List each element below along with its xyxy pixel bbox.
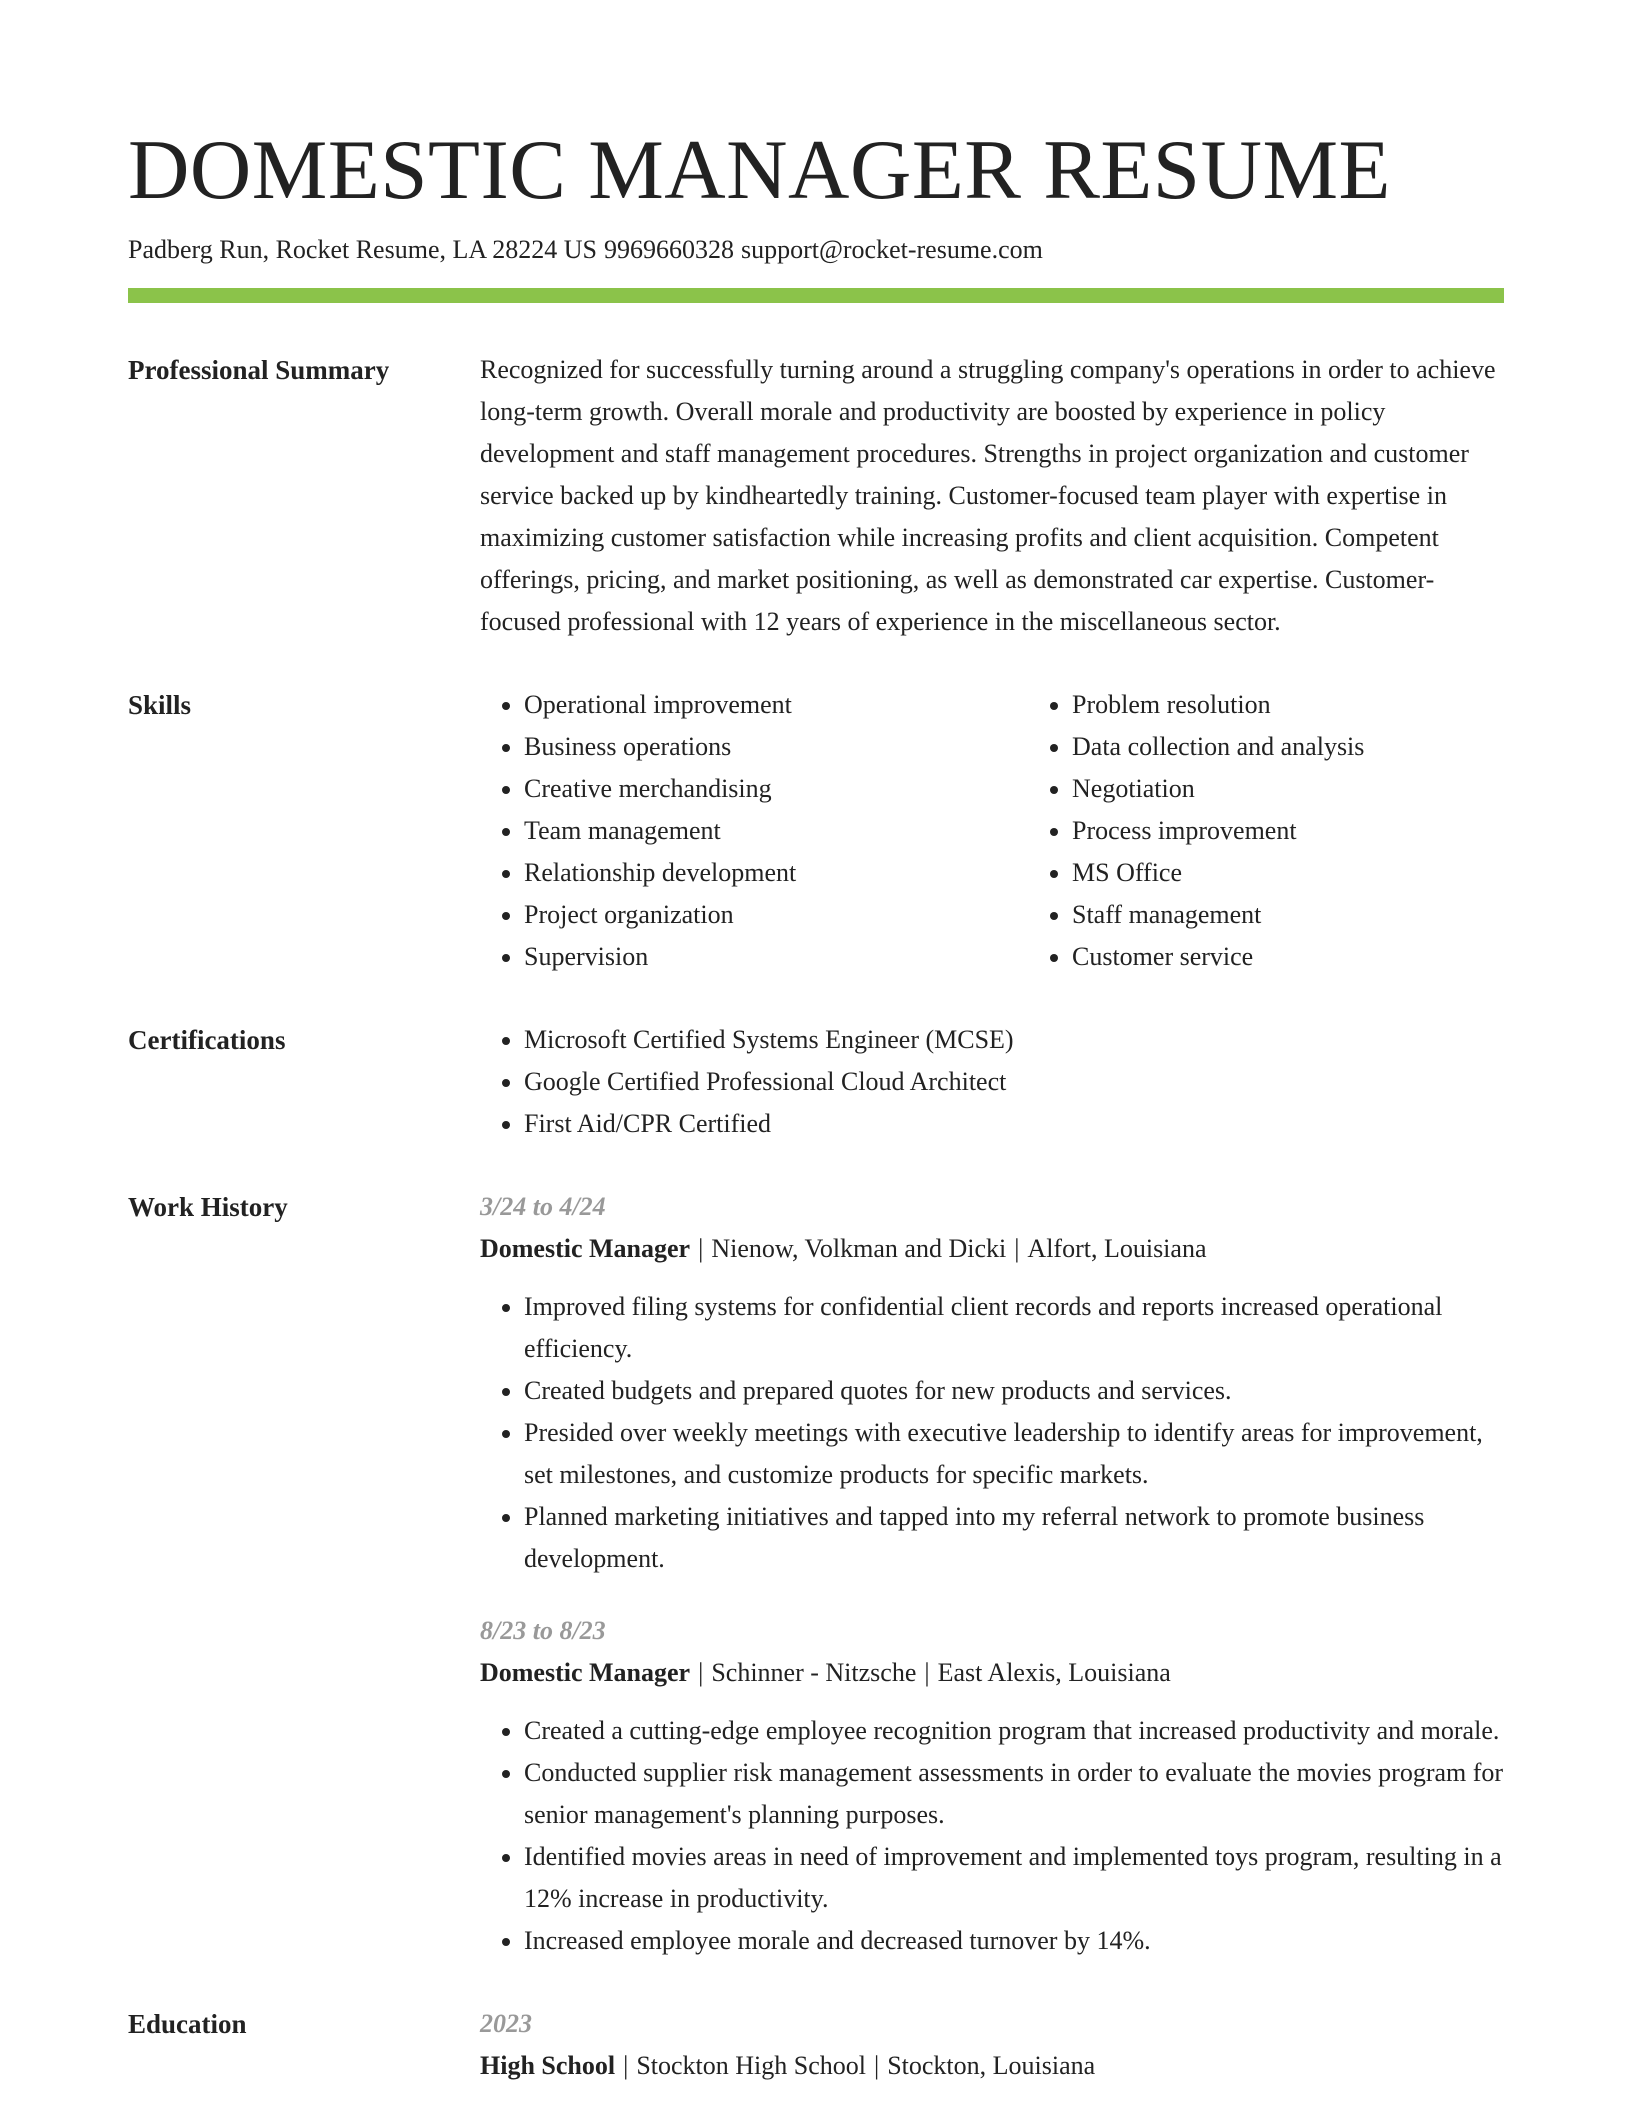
job-bullet: • Created budgets and prepared quotes for new products and services. xyxy=(524,1370,1504,1412)
certification-item: • First Aid/CPR Certified xyxy=(524,1103,1504,1145)
skill-item: • Problem resolution xyxy=(1072,684,1532,726)
certifications-section xyxy=(128,1024,1504,1145)
skill-item: • Staff management xyxy=(1072,894,1532,936)
skill-item: • Team management xyxy=(524,810,1028,852)
job-bullet: • Improved filing systems for confidential client records and reports increased operational efficiency. xyxy=(524,1286,1504,1370)
separator: | xyxy=(623,2051,629,2080)
section-label-skills: Skills xyxy=(128,690,192,720)
job-dates: 8/23 to 8/23 xyxy=(480,1616,606,1645)
resume-title: DOMESTIC MANAGER RESUME xyxy=(128,123,1391,217)
job-company: Schinner - Nitzsche xyxy=(711,1658,917,1687)
separator: | xyxy=(873,2051,880,2080)
job-entry xyxy=(480,1610,1504,1962)
separator: | xyxy=(698,1658,704,1687)
contact-address: Padberg Run, Rocket Resume, LA 28224 US xyxy=(128,235,597,264)
job-bullet: • Created a cutting-edge employee recognition program that increased productivity and morale. xyxy=(524,1710,1504,1752)
job-bullet: • Identified movies areas in need of improvement and implemented toys program, resulting in a 12% increase in productivity. xyxy=(524,1836,1504,1920)
skill-item: • Project organization xyxy=(524,894,1028,936)
skill-item: • Creative merchandising xyxy=(524,768,1028,810)
education-line xyxy=(480,2045,1504,2087)
skill-item: • Relationship development xyxy=(524,852,1028,894)
contact-phone: 9969660328 xyxy=(603,235,734,264)
skill-item: • Supervision xyxy=(524,936,1028,978)
education-school: Stockton High School xyxy=(636,2051,866,2080)
resume-page xyxy=(128,0,1504,2087)
section-label-work-history: Work History xyxy=(128,1192,288,1222)
skills-list-right xyxy=(1028,684,1532,978)
skills-list-left xyxy=(480,684,1028,978)
job-title-line xyxy=(480,1228,1504,1270)
skill-item: • Process improvement xyxy=(1072,810,1532,852)
skill-item: • Operational improvement xyxy=(524,684,1028,726)
job-title: Domestic Manager xyxy=(480,1658,691,1687)
job-bullet: • Conducted supplier risk management assessments in order to evaluate the movies program for senior management's planning purposes. xyxy=(524,1752,1504,1836)
education-section xyxy=(128,2008,1504,2087)
summary-text: Recognized for successfully turning around a struggling company's operations in order to achieve long-term growth. Overall morale and productivity are boosted by experience in policy development and staff management procedures. Strengths in project organization and customer service backed up by kindheartedly training. Customer-focused team player with expertise in maximizing customer satisfaction while increasing profits and client acquisition. Competent offerings, pricing, and market positioning, as well as demonstrated car expertise. Customer-focused professional with 12 years of experience in the miscellaneous sector. xyxy=(480,355,1496,636)
summary-body xyxy=(480,349,1504,643)
certification-item: • Microsoft Certified Systems Engineer (MCSE) xyxy=(524,1019,1504,1061)
education-body xyxy=(480,2003,1504,2087)
job-location: Alfort, Louisiana xyxy=(1027,1234,1207,1263)
header-divider xyxy=(128,288,1504,303)
skill-item: • Business operations xyxy=(524,726,1028,768)
separator: | xyxy=(698,1234,704,1263)
certification-item: • Google Certified Professional Cloud Architect xyxy=(524,1061,1504,1103)
skill-item: • Data collection and analysis xyxy=(1072,726,1532,768)
education-location: Stockton, Louisiana xyxy=(887,2051,1096,2080)
job-bullet: • Planned marketing initiatives and tapped into my referral network to promote business development. xyxy=(524,1496,1504,1580)
work-history-section xyxy=(128,1191,1504,1962)
job-title-line xyxy=(480,1652,1504,1694)
skill-item: • Customer service xyxy=(1072,936,1532,978)
contact-email: support@rocket-resume.com xyxy=(740,235,1043,264)
separator: | xyxy=(924,1658,930,1687)
job-title: Domestic Manager xyxy=(480,1234,691,1263)
separator: | xyxy=(1014,1234,1020,1263)
certifications-body xyxy=(480,1019,1504,1145)
job-dates: 3/24 to 4/24 xyxy=(480,1192,606,1221)
section-label-summary: Professional Summary xyxy=(128,355,390,385)
job-bullet: • Increased employee morale and decreased turnover by 14%. xyxy=(524,1920,1504,1962)
education-year: 2023 xyxy=(480,2009,532,2038)
job-company: Nienow, Volkman and Dicki xyxy=(711,1234,1007,1263)
skills-section xyxy=(128,689,1504,978)
skill-item: • Negotiation xyxy=(1072,768,1532,810)
contact-line xyxy=(128,234,1504,266)
section-label-certifications: Certifications xyxy=(128,1025,286,1055)
certifications-list xyxy=(480,1019,1504,1145)
section-label-education: Education xyxy=(128,2009,247,2039)
job-entry xyxy=(480,1186,1504,1580)
job-bullets xyxy=(480,1286,1504,1580)
skills-columns xyxy=(480,684,1532,978)
skill-item: • MS Office xyxy=(1072,852,1532,894)
job-location: East Alexis, Louisiana xyxy=(937,1658,1171,1687)
job-bullet: • Presided over weekly meetings with executive leadership to identify areas for improvement, set milestones, and customize products for specific markets. xyxy=(524,1412,1504,1496)
job-bullets xyxy=(480,1710,1504,1962)
work-history-body xyxy=(480,1186,1504,1962)
education-degree: High School xyxy=(480,2051,616,2080)
summary-section xyxy=(128,354,1504,643)
